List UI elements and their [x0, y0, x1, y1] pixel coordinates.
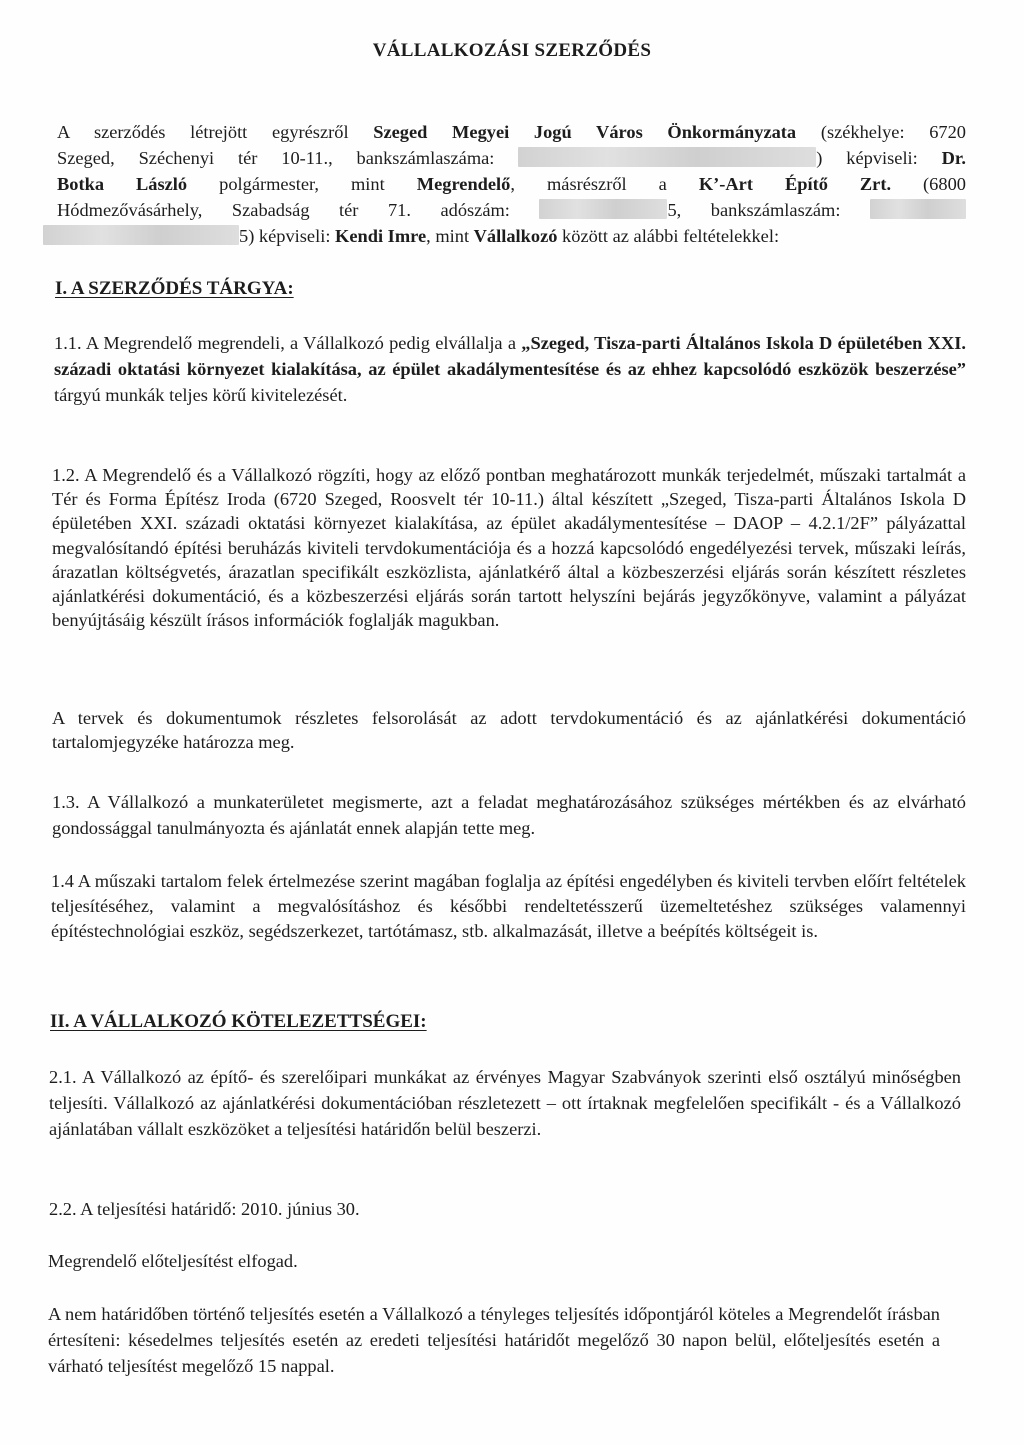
- clause-1-3: 1.3. A Vállalkozó a munkaterületet megismerte, azt a feladat meghatározásához szükséges mértékben és az elvárható gondossággal tanulmányozta és ajánlatát ennek alapján tette meg.: [52, 792, 966, 838]
- clause-1-1: 1.1. A Megrendelő megrendeli, a Vállalkozó pedig elvállalja a „Szeged, Tisza-parti Általános Iskola D épületében XXI. századi oktatási környezet kialakítása, az épület akadálymentesítése és az ehhez kapcsolódó eszközök beszerzése” tárgyú munkák teljes körű kivitelezését.: [54, 333, 966, 405]
- redacted-bank-account-2: [870, 199, 966, 219]
- clause-1-4: 1.4 A műszaki tartalom felek értelmezése szerint magában foglalja az építési engedélyben és kiviteli tervben előírt feltételek teljesítéséhez, valamint a megvalósításhoz és későbbi rendeltetésszerű üzemeltetéshez szükséges valamennyi építéstechnológiai eszköz, segédszerkezet, tartótámasz, stb. alkalmazását, illetve a beépítés költségeit is.: [51, 871, 966, 941]
- preamble-line-5: 5) képviseli: Kendi Imre, mint Vállalkozó között az alábbi feltételekkel:: [43, 223, 966, 249]
- clause-2-4: A nem határidőben történő teljesítés esetén a Vállalkozó a tényleges teljesítés időpontjáról köteles a Megrendelőt írásban értesíteni: késedelmes teljesítés esetén az eredeti teljesítési határidőt megelőző 30 napon belül, előteljesítés esetén a várható teljesítést megelőző 15 nappal.: [48, 1304, 940, 1376]
- preamble-line-4: Hódmezővásárhely, Szabadság tér 71. adószám: 5, bankszámlaszám:: [57, 197, 966, 223]
- clause-2-3: Megrendelő előteljesítést elfogad.: [48, 1251, 298, 1271]
- preamble-line-2: Szeged, Széchenyi tér 10-11., bankszámlaszáma: ) képviseli: Dr.: [57, 148, 966, 168]
- clause-2-1: 2.1. A Vállalkozó az építő- és szerelőipari munkákat az érvényes Magyar Szabványok szerinti első osztályú minőségben teljesíti. Vállalkozó az ajánlatkérési dokumentációban részletezett – ott írtaknak megfelelően specifikált - és a Vállalkozó ajánlatában vállalt eszközöket a teljesítési határidőn belül beszerzi.: [49, 1067, 961, 1139]
- section-1-heading: I. A SZERZŐDÉS TÁRGYA:: [55, 278, 294, 299]
- party-vallalkozo-name: K’-Art Építő Zrt.: [698, 174, 892, 194]
- contractor-representative: Kendi Imre: [335, 226, 427, 246]
- redacted-tax-number: [539, 199, 667, 219]
- document-title: VÁLLALKOZÁSI SZERZŐDÉS: [372, 40, 652, 61]
- party-megrendelo-name: Szeged Megyei Jogú Város Önkormányzata: [373, 122, 797, 142]
- redacted-bank-account-2-cont: [43, 225, 239, 245]
- clause-1-2: 1.2. A Megrendelő és a Vállalkozó rögzíti, hogy az előző pontban meghatározott munkák terjedelmét, műszaki tartalmát a Tér és Forma Építész Iroda (6720 Szeged, Roosvelt tér 10-11.) által készített „Szeged, Tisza-parti Általános Iskola D épületében XXI. századi oktatási környezet kialakítása, az épület akadálymentesítése – DAOP – 4.2.1/2F” pályázattal megvalósítandó építési beruházás kiviteli tervdokumentációja és a hozzá kapcsolódó engedélyezési tervek, műszaki leírás, árazatlan költségvetés, árazatlan specifikált eszközlista, ajánlatkérő által a közbeszerzési eljárás során készített részletes ajánlatkérési dokumentáció, és a közbeszerzési eljárás során tartott helyszíni bejárás jegyzőkönyve, valamint a pályázat benyújtásáig készült írásos információk foglalják magukban.: [52, 465, 966, 631]
- representative-name: Botka László: [57, 174, 188, 194]
- preamble: [57, 119, 966, 249]
- clause-1-2-continued: A tervek és dokumentumok részletes felsorolását az adott tervdokumentáció és az ajánlatkérési dokumentáció tartalomjegyzéke határozza meg.: [52, 708, 966, 753]
- section-2-heading: II. A VÁLLALKOZÓ KÖTELEZETTSÉGEI:: [50, 1011, 427, 1032]
- redacted-bank-account: [518, 147, 816, 167]
- project-title: „Szeged, Tisza-parti Általános Iskola D épületében XXI. századi oktatási környezet kialakítása, az épület akadálymentesítése és az ehhez kapcsolódó eszközök beszerzése”: [54, 333, 966, 379]
- preamble-line-3: Botka László polgármester, mint Megrendelő, másrészről a K’-Art Építő Zrt. (6800: [57, 174, 966, 194]
- preamble-line-1: A szerződés létrejött egyrészről Szeged Megyei Jogú Város Önkormányzata (székhelye: 6720: [57, 122, 967, 142]
- clause-2-2: 2.2. A teljesítési határidő: 2010. június 30.: [49, 1199, 360, 1219]
